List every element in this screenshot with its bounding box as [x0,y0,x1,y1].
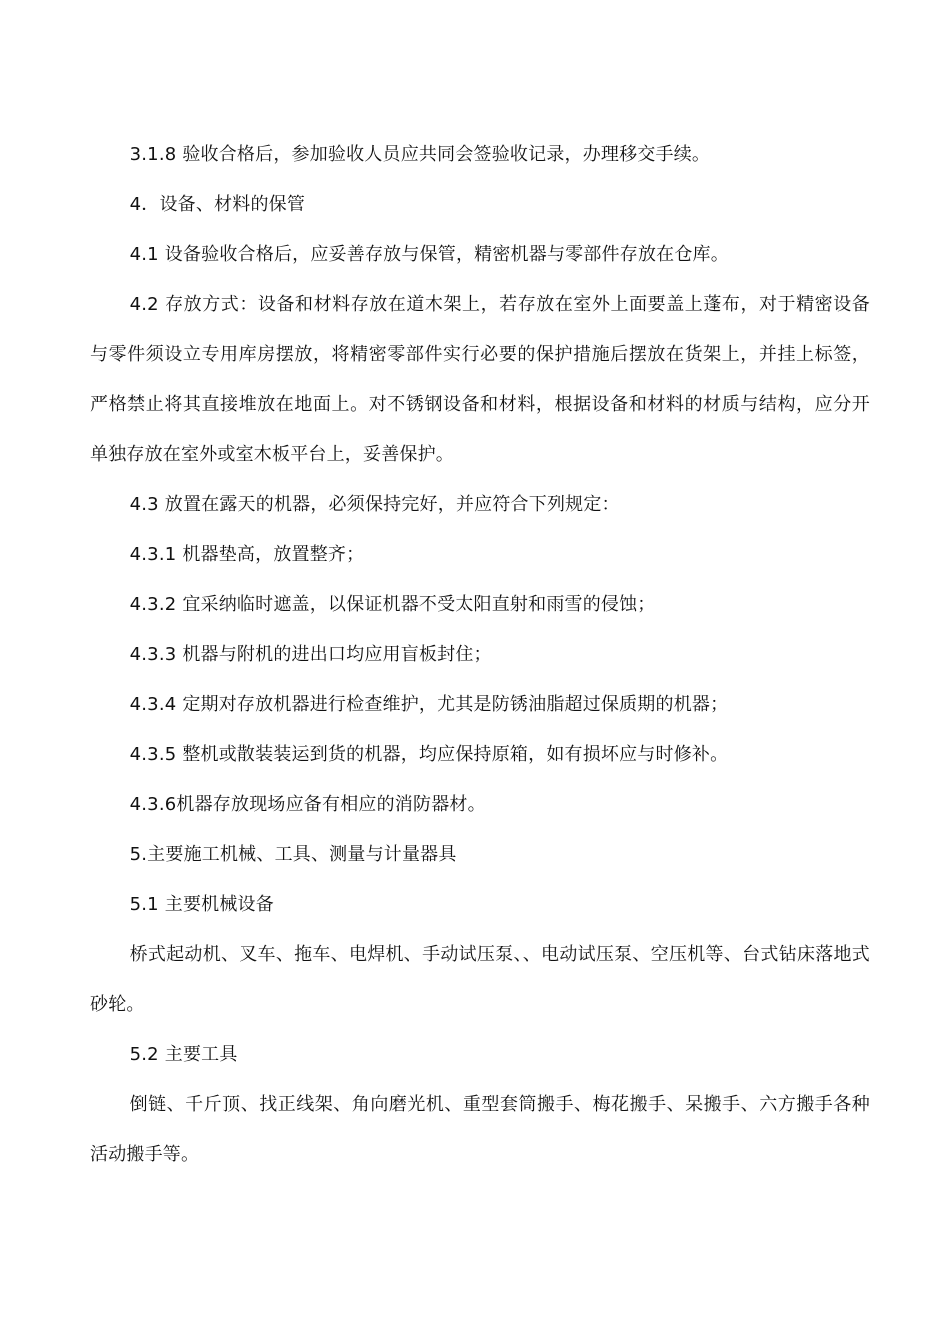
heading-5-equipment: 5.主要施工机械、工具、测量与计量器具 [129,844,457,865]
document-body [90,130,870,1180]
paragraph-5-2-list: 倒链、千斤顶、找正线架、角向磨光机、重型套筒搬手、梅花搬手、呆搬手、六方搬手各种活动搬手等。 [90,1094,870,1165]
heading-5-2: 5.2 主要工具 [129,1044,238,1065]
paragraph-4-3-6: 4.3.6机器存放现场应备有相应的消防器材。 [129,794,486,815]
paragraph-4-3-5: 4.3.5 整机或散装装运到货的机器，均应保持原箱，如有损坏应与时修补。 [129,744,729,765]
paragraph-4-3-2: 4.3.2 宜采纳临时遮盖，以保证机器不受太阳直射和雨雪的侵蚀； [129,594,656,615]
paragraph-4-3-3: 4.3.3 机器与附机的进出口均应用盲板封住； [129,644,492,665]
paragraph-4-3-4: 4.3.4 定期对存放机器进行检查维护，尤其是防锈油脂超过保质期的机器； [129,694,729,715]
paragraph-4-3-1: 4.3.1 机器垫高，放置整齐； [129,544,365,565]
paragraph-4-1: 4.1 设备验收合格后，应妥善存放与保管，精密机器与零部件存放在仓库。 [129,244,729,265]
paragraph-5-1-list: 桥式起动机、叉车、拖车、电焊机、手动试压泵、、电动试压泵、空压机等、台式钻床落地式砂轮。 [90,944,870,1015]
heading-5-1: 5.1 主要机械设备 [129,894,274,915]
paragraph-4-2: 4.2 存放方式：设备和材料存放在道木架上，若存放在室外上面要盖上蓬布，对于精密设备与零件须设立专用库房摆放，将精密零部件实行必要的保护措施后摆放在货架上，并挂上标签，严格禁止将其直接堆放在地面上。对不锈钢设备和材料，根据设备和材料的材质与结构，应分开单独存放在室外或室木板平台上，妥善保护。 [90,294,870,465]
heading-4-storage: 4．设备、材料的保管 [129,194,306,215]
paragraph-4-3: 4.3 放置在露天的机器，必须保持完好，并应符合下列规定： [129,494,620,515]
paragraph-3-1-8: 3.1.8 验收合格后，参加验收人员应共同会签验收记录，办理移交手续。 [129,144,711,165]
